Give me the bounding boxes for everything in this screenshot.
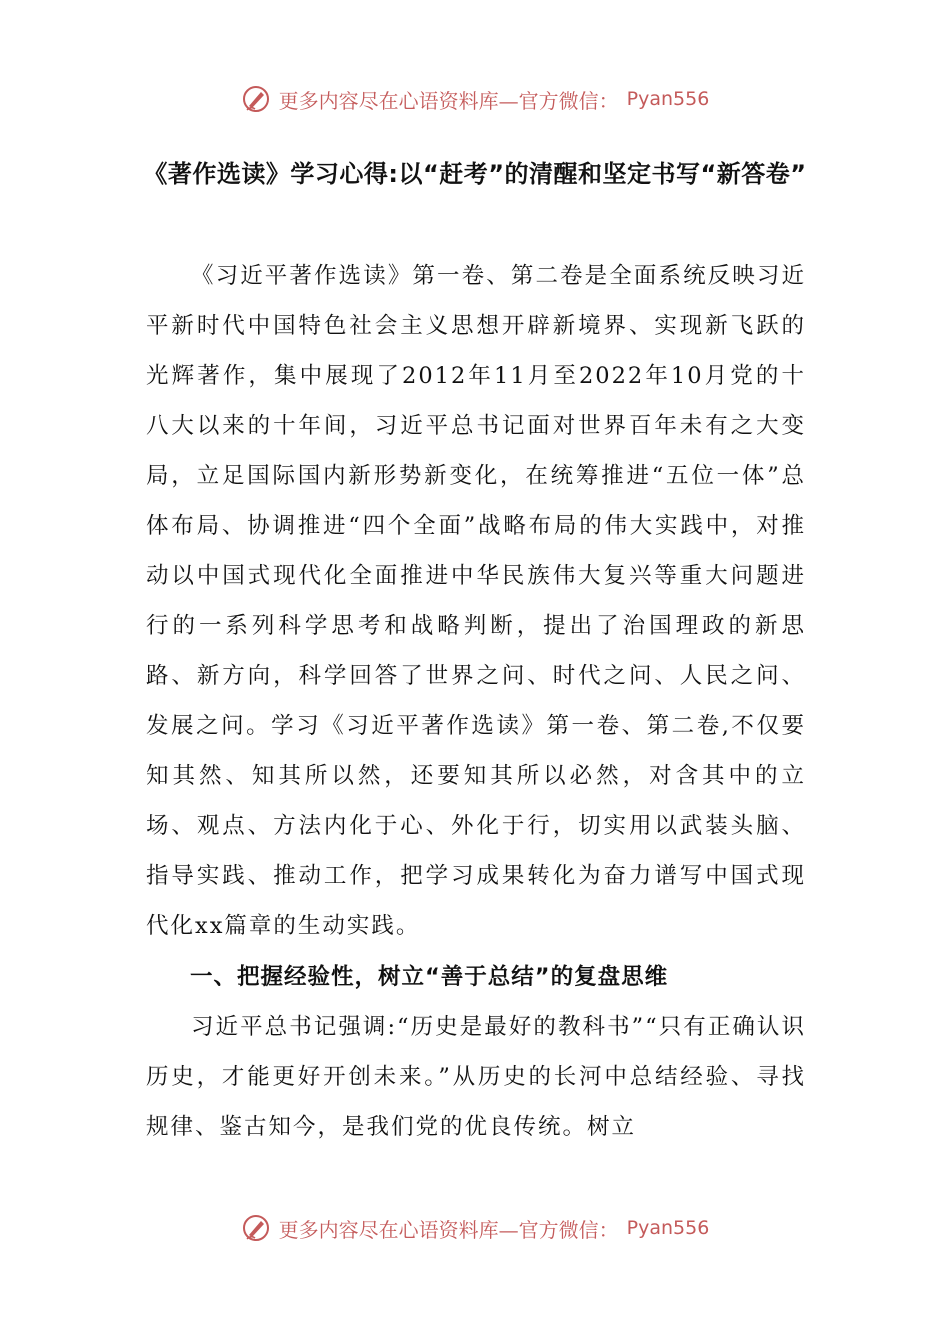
paragraph-section-1: 习近平总书记强调:“历史是最好的教科书”“只有正确认识历史，才能更好开创未来。”从历史的长河中总结经验、寻找规律、鉴古知今，是我们党的优良传统。树立 [146, 1014, 806, 1140]
pen-circle-logo-icon [241, 1213, 271, 1243]
section-heading-1: 一、把握经验性，树立“善于总结”的复盘思维 [190, 964, 669, 990]
watermark-text: 更多内容尽在心语资料库—官方微信： [278, 1217, 619, 1242]
footer-watermark [0, 1213, 950, 1243]
pen-circle-logo-icon [241, 84, 271, 114]
watermark-account: Pyan556 [626, 88, 710, 110]
watermark-text: 更多内容尽在心语资料库—官方微信： [278, 88, 619, 113]
watermark-account: Pyan556 [626, 1217, 710, 1239]
header-watermark [0, 84, 950, 114]
paragraph-intro: 《习近平著作选读》第一卷、第二卷是全面系统反映习近平新时代中国特色社会主义思想开辟新境界、实现新飞跃的光辉著作，集中展现了2012年11月至2022年10月党的十八大以来的十年间，习近平总书记面对世界百年未有之大变局，立足国际国内新形势新变化，在统筹推进“五位一体”总体布局、协调推进“四个全面”战略布局的伟大实践中，对推动以中国式现代化全面推进中华民族伟大复兴等重大问题进行的一系列科学思考和战略判断，提出了治国理政的新思路、新方向，科学回答了世界之问、时代之问、人民之问、发展之问。学习《习近平著作选读》第一卷、第二卷,不仅要知其然、知其所以然，还要知其所以必然，对含其中的立场、观点、方法内化于心、外化于行，切实用以武装头脑、指导实践、推动工作，把学习成果转化为奋力谱写中国式现代化xx篇章的生动实践。 [146, 263, 806, 939]
document-title: 《著作选读》学习心得:以“赶考”的清醒和坚定书写“新答卷” [143, 160, 807, 188]
